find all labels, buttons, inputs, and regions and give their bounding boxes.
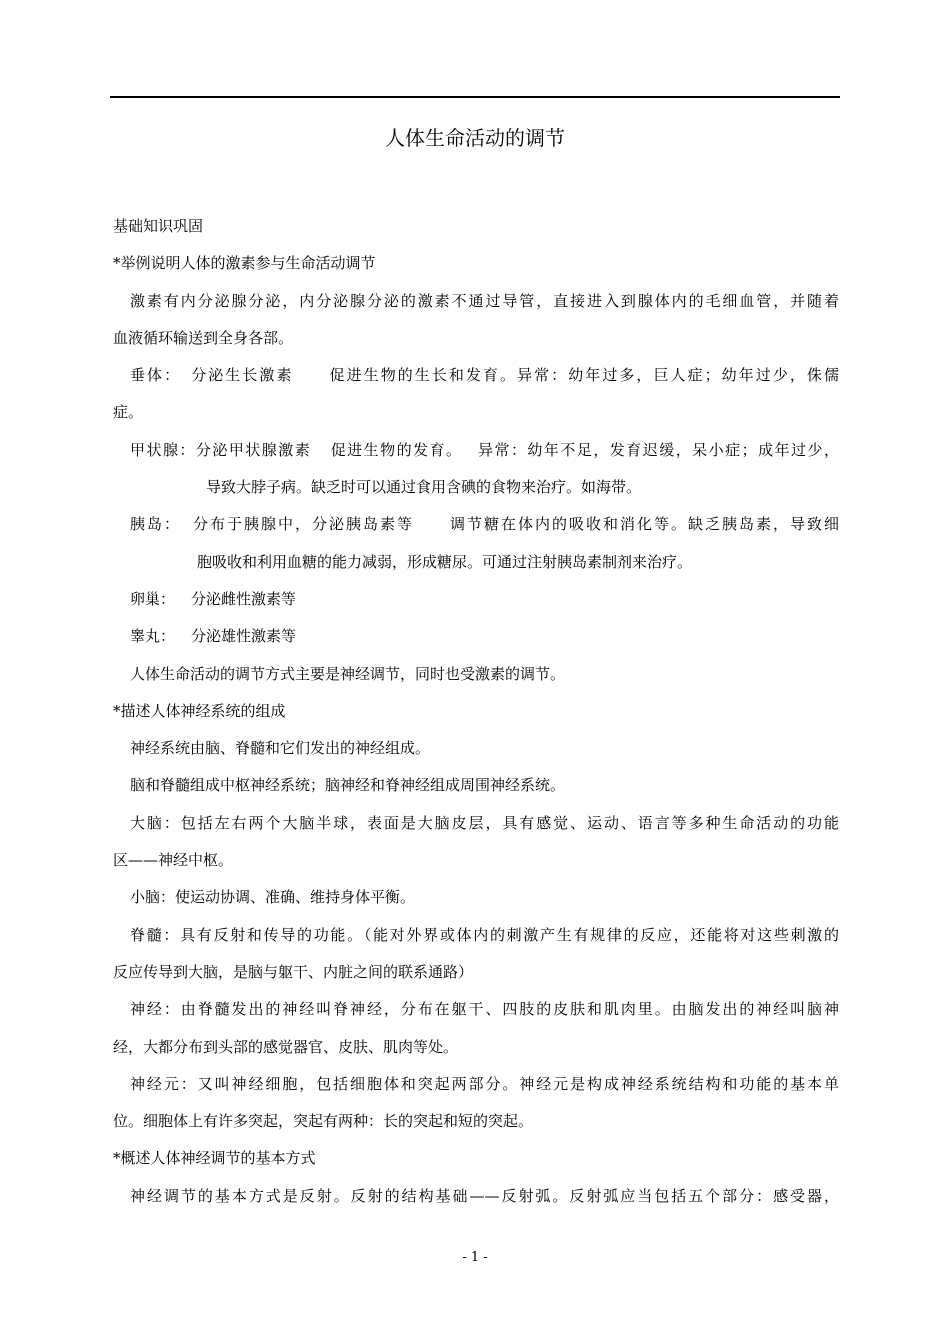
- gland-secretion: 分泌雌性激素等: [191, 589, 297, 608]
- page-title: 人体生命活动的调节: [385, 126, 565, 150]
- paragraph-line: 神经：由脊髓发出的神经叫脊神经，分布在躯干、四肢的皮肤和肌肉里。由脑发出的神经叫脑神: [130, 1000, 839, 1019]
- section-heading-nervous-system: *描述人体神经系统的组成: [113, 701, 286, 720]
- paragraph-line: 大脑：包括左右两个大脑半球，表面是大脑皮层，具有感觉、运动、语言等多种生命活动的功能: [130, 813, 839, 832]
- gland-thyroid-line: [113, 432, 839, 469]
- section-heading-hormones: *举例说明人体的激素参与生命活动调节: [113, 254, 376, 273]
- section-heading-basics: 基础知识巩固: [113, 217, 204, 235]
- page-number: - 1 -: [462, 1250, 488, 1265]
- gland-name: 卵巢：: [130, 589, 176, 608]
- paragraph-line: 胞吸收和利用血糖的能力减弱，形成糖尿。可通过注射胰岛素制剂来治疗。: [197, 552, 693, 571]
- paragraph-line: 导致大脖子病。缺乏时可以通过食用含碘的食物来治疗。如海带。: [206, 478, 642, 497]
- paragraph-line: 神经调节的基本方式是反射。反射的结构基础——反射弧。反射弧应当包括五个部分：感受器，: [130, 1186, 839, 1205]
- paragraph-line: 经，大都分布到头部的感觉器官、皮肤、肌肉等处。: [113, 1037, 459, 1056]
- gland-abnormal: 异常：幼年不足，发育迟缓，呆小症；成年过少，: [476, 440, 839, 459]
- gland-secretion: 分布于胰腺中，分泌胰岛素等: [191, 515, 414, 534]
- paragraph-line: 神经元：又叫神经细胞，包括细胞体和突起两部分。神经元是构成神经系统结构和功能的基本单: [130, 1074, 839, 1093]
- gland-pancreas-line: [113, 506, 839, 543]
- paragraph-line: 脑和脊髓组成中枢神经系统；脑神经和脊神经组成周围神经系统。: [130, 776, 566, 795]
- gland-function: 调节糖在体内的吸收和消化等。缺乏胰岛素，导致细: [448, 515, 839, 534]
- document-body: [113, 208, 839, 1215]
- paragraph-line: 激素有内分泌腺分泌，内分泌腺分泌的激素不通过导管，直接进入到腺体内的毛细血管，并随着: [130, 291, 839, 310]
- gland-name-secretion: 甲状腺：分泌甲状腺激素: [130, 440, 312, 459]
- paragraph-line: 症。: [113, 403, 144, 422]
- paragraph-line: 神经系统由脑、脊髓和它们发出的神经组成。: [130, 739, 431, 758]
- gland-function: 促进生物的发育。: [329, 440, 463, 459]
- gland-function: 促进生物的生长和发育。异常：幼年过多，巨人症；幼年过少，侏儒: [327, 366, 839, 385]
- gland-secretion: 分泌雄性激素等: [191, 627, 297, 646]
- paragraph-line: 人体生命活动的调节方式主要是神经调节，同时也受激素的调节。: [130, 664, 566, 683]
- header-rule: [110, 96, 840, 98]
- section-heading-neural-regulation: *概述人体神经调节的基本方式: [113, 1149, 316, 1168]
- gland-name: 睾丸：: [130, 627, 176, 646]
- gland-pituitary-line: [113, 357, 839, 394]
- gland-name: 胰岛：: [130, 515, 181, 534]
- paragraph-line: 反应传导到大脑，是脑与躯干、内脏之间的联系通路）: [113, 962, 474, 981]
- gland-secretion: 分泌生长激素: [189, 366, 294, 385]
- paragraph-line: 位。细胞体上有许多突起，突起有两种：长的突起和短的突起。: [113, 1112, 534, 1131]
- paragraph-line: 血液循环输送到全身各部。: [113, 328, 294, 347]
- paragraph-line: 区——神经中枢。: [113, 851, 234, 870]
- gland-ovary-line: [113, 581, 839, 618]
- gland-testis-line: [113, 618, 839, 655]
- gland-name: 垂体：: [130, 366, 182, 385]
- paragraph-line: 小脑：使运动协调、准确、维持身体平衡。: [130, 888, 416, 907]
- paragraph-line: 脊髓：具有反射和传导的功能。（能对外界或体内的刺激产生有规律的反应，还能将对这些刺激的: [130, 925, 839, 944]
